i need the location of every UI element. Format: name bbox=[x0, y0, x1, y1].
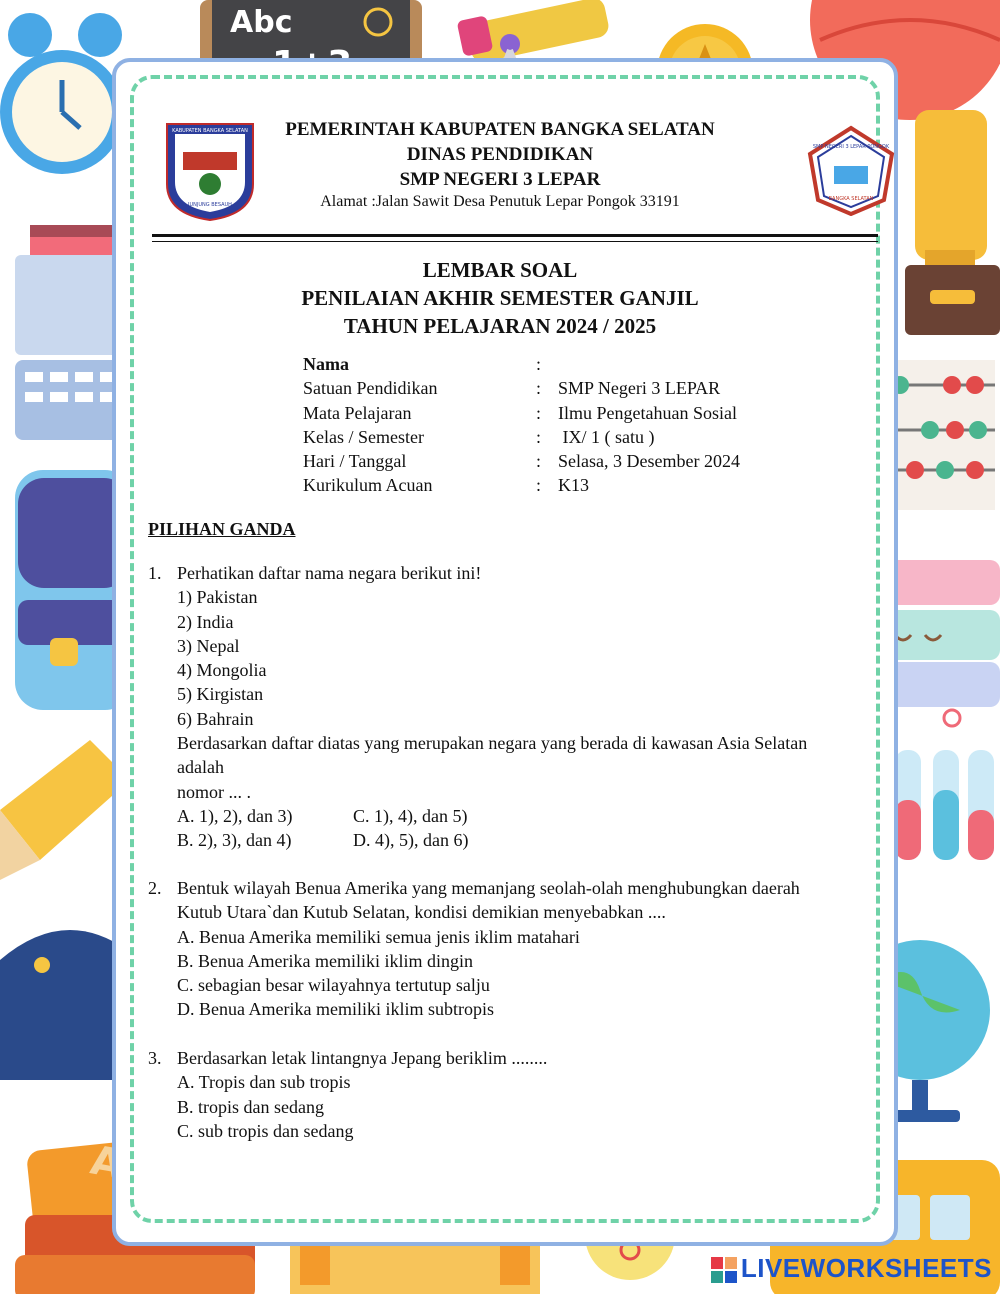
identity-colon: : bbox=[536, 451, 542, 472]
identity-value: Ilmu Pengetahuan Sosial bbox=[558, 402, 737, 423]
identity-label: Hari / Tanggal bbox=[303, 451, 407, 472]
option-d[interactable]: D. 4), 5), dan 6) bbox=[353, 830, 469, 851]
identity-label: Nama bbox=[303, 354, 349, 374]
list-item: 3) Nepal bbox=[177, 635, 240, 656]
header-line-3: SMP NEGERI 3 LEPAR bbox=[399, 169, 601, 190]
identity-row bbox=[303, 401, 843, 425]
alarm-clock-icon bbox=[0, 13, 124, 174]
watermark-text: LIVEWORKSHEETS bbox=[740, 1253, 992, 1283]
option-a[interactable]: A. Tropis dan sub tropis bbox=[177, 1072, 351, 1093]
question-2 bbox=[177, 878, 867, 1024]
right-logo-text: SMP NEGERI 3 LEPAR PONGOK bbox=[812, 144, 890, 150]
header-address: Alamat :Jalan Sawit Desa Penutuk Lepar Pongok 33191 bbox=[320, 193, 680, 210]
section-title: PILIHAN GANDA bbox=[148, 519, 296, 539]
list-item: 4) Mongolia bbox=[177, 660, 267, 681]
list-item: 2) India bbox=[177, 611, 234, 632]
identity-label: Mata Pelajaran bbox=[303, 402, 412, 423]
identity-row bbox=[303, 449, 843, 473]
question-1 bbox=[177, 563, 867, 855]
doc-title-3: TAHUN PELAJARAN 2024 / 2025 bbox=[343, 314, 657, 338]
question-3-number: 3. bbox=[148, 1048, 162, 1068]
identity-row bbox=[303, 376, 843, 400]
identity-row bbox=[303, 352, 843, 376]
identity-table bbox=[303, 352, 843, 498]
header-divider-thin bbox=[152, 241, 878, 242]
list-item: 5) Kirgistan bbox=[177, 684, 264, 705]
test-tubes-icon bbox=[895, 710, 994, 860]
left-logo-text: KABUPATEN BANGKA SELATAN bbox=[172, 128, 248, 134]
doc-title-2: PENILAIAN AKHIR SEMESTER GANJIL bbox=[301, 286, 699, 310]
identity-value: Selasa, 3 Desember 2024 bbox=[558, 451, 740, 472]
header-divider bbox=[152, 234, 878, 237]
question-1-prompt-2: adalah bbox=[177, 757, 224, 778]
question-2-stem: Bentuk wilayah Benua Amerika yang memanjang seolah-olah menghubungkan daerah bbox=[177, 878, 800, 898]
right-logo-motto: BANGKA SELATAN bbox=[828, 196, 874, 202]
list-item: 6) Bahrain bbox=[177, 708, 254, 729]
option-b[interactable]: B. 2), 3), dan 4) bbox=[177, 830, 292, 851]
identity-value: IX/ 1 ( satu ) bbox=[558, 426, 655, 447]
option-b[interactable]: B. tropis dan sedang bbox=[177, 1096, 324, 1117]
identity-row bbox=[303, 425, 843, 449]
question-3-stem: Berdasarkan letak lintangnya Jepang beriklim ........ bbox=[177, 1048, 548, 1068]
identity-label: Kurikulum Acuan bbox=[303, 475, 433, 496]
option-a[interactable]: A. Benua Amerika memiliki semua jenis iklim matahari bbox=[177, 926, 580, 947]
pencil-icon bbox=[0, 740, 130, 880]
option-c[interactable]: C. 1), 4), dan 5) bbox=[353, 805, 468, 826]
identity-colon: : bbox=[536, 426, 542, 447]
options-row bbox=[177, 830, 867, 854]
option-a[interactable]: A. 1), 2), dan 3) bbox=[177, 805, 293, 826]
header-line-2: DINAS PENDIDIKAN bbox=[406, 144, 594, 165]
options-row bbox=[177, 806, 867, 830]
identity-value: SMP Negeri 3 LEPAR bbox=[558, 378, 721, 399]
list-item: 1) Pakistan bbox=[177, 587, 258, 608]
question-1-number: 1. bbox=[148, 563, 162, 583]
question-1-prompt-3: nomor ... . bbox=[177, 781, 251, 802]
identity-label: Satuan Pendidikan bbox=[303, 378, 438, 399]
option-c[interactable]: C. sub tropis dan sedang bbox=[177, 1120, 354, 1141]
option-c[interactable]: C. sebagian besar wilayahnya tertutup salju bbox=[177, 975, 490, 996]
identity-colon: : bbox=[536, 402, 542, 423]
identity-value: K13 bbox=[558, 475, 589, 496]
left-logo-motto: JUNJUNG BESAUH bbox=[188, 202, 232, 208]
liveworksheets-watermark[interactable] bbox=[711, 1253, 992, 1284]
doc-title-1: LEMBAR SOAL bbox=[422, 258, 578, 282]
question-1-prompt: Berdasarkan daftar diatas yang merupakan negara yang berada di kawasan Asia Selatan bbox=[177, 733, 808, 754]
question-3 bbox=[177, 1048, 867, 1145]
trophy-icon bbox=[905, 110, 1000, 335]
liveworksheets-logo-icon bbox=[711, 1257, 737, 1283]
option-d[interactable]: D. Benua Amerika memiliki iklim subtropis bbox=[177, 999, 494, 1020]
identity-colon: : bbox=[536, 378, 542, 399]
identity-colon: : bbox=[536, 475, 542, 496]
identity-label: Kelas / Semester bbox=[303, 426, 424, 447]
option-b[interactable]: B. Benua Amerika memiliki iklim dingin bbox=[177, 950, 473, 971]
question-1-stem: Perhatikan daftar nama negara berikut ini! bbox=[177, 563, 482, 583]
question-2-stem-2: Kutub Utara`dan Kutub Selatan, kondisi demikian menyebabkan .... bbox=[177, 902, 666, 923]
identity-colon: : bbox=[536, 354, 542, 374]
header-line-1: PEMERINTAH KABUPATEN BANGKA SELATAN bbox=[285, 119, 715, 140]
chalkboard-text-1: Abc bbox=[230, 5, 293, 40]
question-2-number: 2. bbox=[148, 878, 162, 898]
identity-row bbox=[303, 473, 843, 497]
